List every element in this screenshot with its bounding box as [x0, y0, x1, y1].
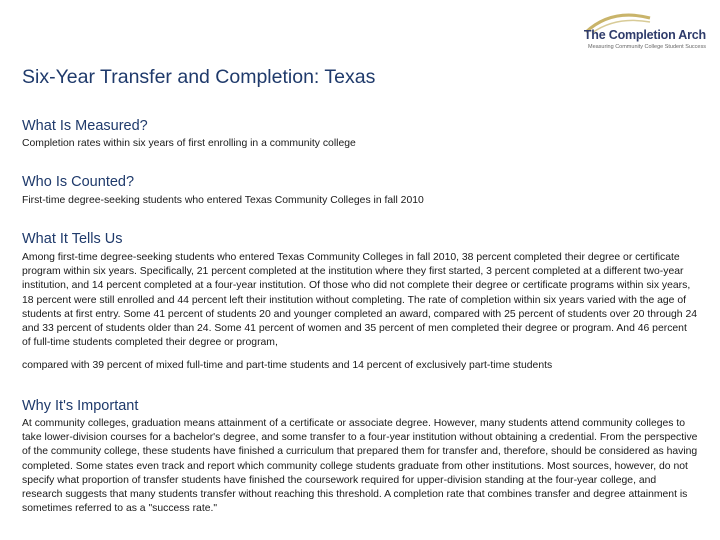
page-title: Six-Year Transfer and Completion: Texas [22, 66, 376, 88]
logo-tagline: Measuring Community College Student Success [587, 44, 706, 50]
logo-title: The Completion Arch [583, 28, 706, 42]
section-body-why-its-important: At community colleges, graduation means attainment of a certificate or associate degree. However, many students attend community colleges to take lower-division courses for a bachelor's degree, and some transfer to a four-year institution without obtaining a credential. From the perspective of the community college, these students have finished a curriculum that prepared them for transfer and, therefore, should be considered as having completed. Some states even track and report which community college students graduate from other institutions. Most sources, however, do not specify what proportion of transfer students have finished the coursework required for upper-division standing at the four-year college, and research suggests that many students transfer without reaching this threshold. A completion rate that combines transfer and degree attainment is sometimes referred to as a "success rate." [22, 418, 698, 515]
section-body-what-it-tells-us: Among first-time degree-seeking students who entered Texas Community Colleges in fall 2010, 38 percent completed their degree or certificate program within six years. Specifically, 21 percent completed at the institution where they first started, 3 percent completed at a different two-year institution, and 14 percent completed at a four-year institution. Of those who did not complete their degree or certificate programs within six years, 18 percent were still enrolled and 44 percent left their institution without completing. The rate of completion within six years varied with the age of students at first entry. Some 41 percent of students 20 and younger completed an award, compared with 25 percent of students over 20 through 24 and 33 percent of students older than 24. Some 41 percent of women and 35 percent of men completed their degree or program. And 46 percent of full-time students completed their degree or program, [22, 252, 698, 349]
section-body-what-it-tells-us-continued: compared with 39 percent of mixed full-time and part-time students and 14 percent of exclusively part-time students [22, 360, 553, 371]
section-heading-who-is-counted: Who Is Counted? [22, 174, 135, 190]
section-body-what-is-measured: Completion rates within six years of first enrolling in a community college [22, 138, 356, 149]
completion-arch-logo [576, 12, 706, 54]
section-body-who-is-counted: First-time degree-seeking students who entered Texas Community Colleges in fall 2010 [22, 195, 424, 206]
section-heading-what-it-tells-us: What It Tells Us [22, 231, 123, 247]
section-heading-why-its-important: Why It's Important [22, 398, 139, 414]
section-heading-what-is-measured: What Is Measured? [22, 118, 148, 134]
